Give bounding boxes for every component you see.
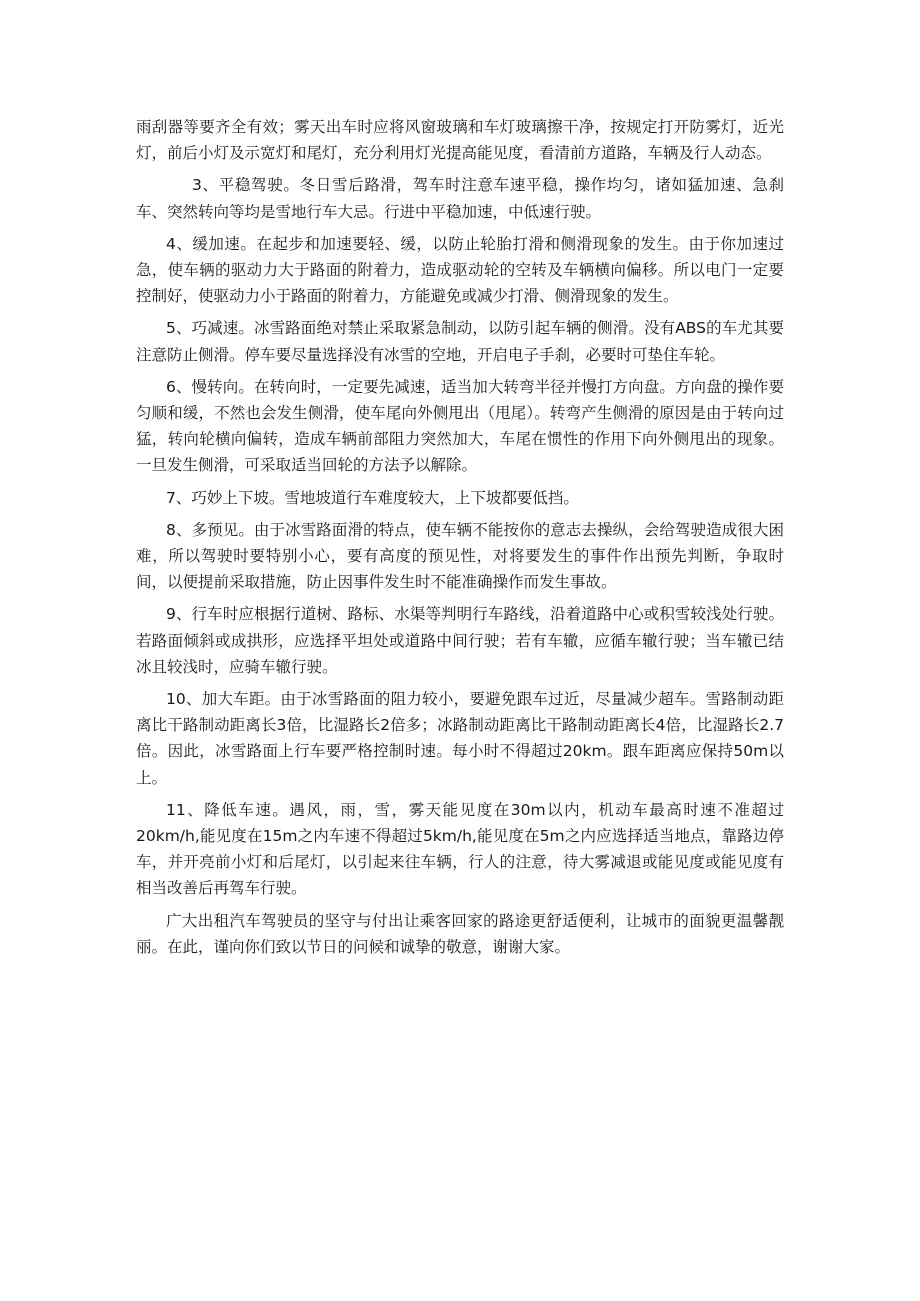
paragraph-7-slopes: 7、巧妙上下坡。雪地坡道行车难度较大，上下坡都要低挡。: [166, 488, 579, 507]
paragraph-5-careful-deceleration: 5、巧减速。冰雪路面绝对禁止采取紧急制动，以防引起车辆的侧滑。没有ABS的车尤其要注意防止侧滑。停车要尽量选择没有冰雪的空地，开启电子手刹，必要时可垫住车轮。: [136, 319, 784, 364]
paragraph-9-route-judgement: 9、行车时应根据行道树、路标、水渠等判明行车路线，沿着道路中心或积雪较浅处行驶。若路面倾斜或成拱形，应选择平坦处或道路中间行驶；若有车辙，应循车辙行驶；当车辙已结冰且较浅时，应骑车辙行驶。: [136, 605, 784, 676]
paragraph-11-reduce-speed: 11、降低车速。遇风，雨，雪，雾天能见度在30m以内，机动车最高时速不准超过20km/h,能见度在15m之内车速不得超过5km/h,能见度在5m之内应选择适当地点，靠路边停车，并开亮前小灯和后尾灯，以引起来往车辆，行人的注意，待大雾减退或能见度或能见度有相当改善后再驾车行驶。: [136, 800, 784, 898]
paragraph-10-following-distance: 10、加大车距。由于冰雪路面的阻力较小，要避免跟车过近，尽量减少超车。雪路制动距离比干路制动距离长3倍，比湿路长2倍多；冰路制动距离比干路制动距离长4倍，比湿路长2.7倍。因此，冰雪路面上行车要严格控制时速。每小时不得超过20km。跟车距离应保持50m以上。: [136, 690, 784, 787]
paragraph-closing-thanks: 广大出租汽车驾驶员的坚守与付出让乘客回家的路途更舒适便利，让城市的面貌更温馨靓丽。在此，谨向你们致以节日的问候和诚挚的敬意，谢谢大家。: [136, 911, 784, 956]
paragraph-8-anticipation: 8、多预见。由于冰雪路面滑的特点，使车辆不能按你的意志去操纵，会给驾驶造成很大困难，所以驾驶时要特别小心，要有高度的预见性，对将要发生的事件作出预先判断，争取时间，以便提前采取措施，防止因事件发生时不能准确操作而发生事故。: [136, 520, 784, 592]
paragraph-4-gentle-acceleration: 4、缓加速。在起步和加速要轻、缓，以防止轮胎打滑和侧滑现象的发生。由于你加速过急，使车辆的驱动力大于路面的附着力，造成驱动轮的空转及车辆横向偏移。所以电门一定要控制好，使驱动力小于路面的附着力，方能避免或减少打滑、侧滑现象的发生。: [136, 234, 784, 306]
paragraph-3-steady-driving: 3、平稳驾驶。冬日雪后路滑，驾车时注意车速平稳，操作均匀，诸如猛加速、急刹车、突然转向等均是雪地行车大忌。行进中平稳加速，中低速行驶。: [136, 176, 784, 221]
document-body: [136, 114, 784, 966]
paragraph-continued-fog-driving: 雨刮器等要齐全有效；雾天出车时应将风窗玻璃和车灯玻璃擦干净，按规定打开防雾灯，近光灯，前后小灯及示宽灯和尾灯，充分利用灯光提高能见度，看清前方道路，车辆及行人动态。: [136, 118, 784, 163]
paragraph-6-slow-steering: 6、慢转向。在转向时，一定要先减速，适当加大转弯半径并慢打方向盘。方向盘的操作要匀顺和缓，不然也会发生侧滑，使车尾向外侧甩出（甩尾）。转弯产生侧滑的原因是由于转向过猛，转向轮横向偏转，造成车辆前部阻力突然加大，车尾在惯性的作用下向外侧甩出的现象。一旦发生侧滑，可采取适当回轮的方法予以解除。: [136, 377, 784, 475]
